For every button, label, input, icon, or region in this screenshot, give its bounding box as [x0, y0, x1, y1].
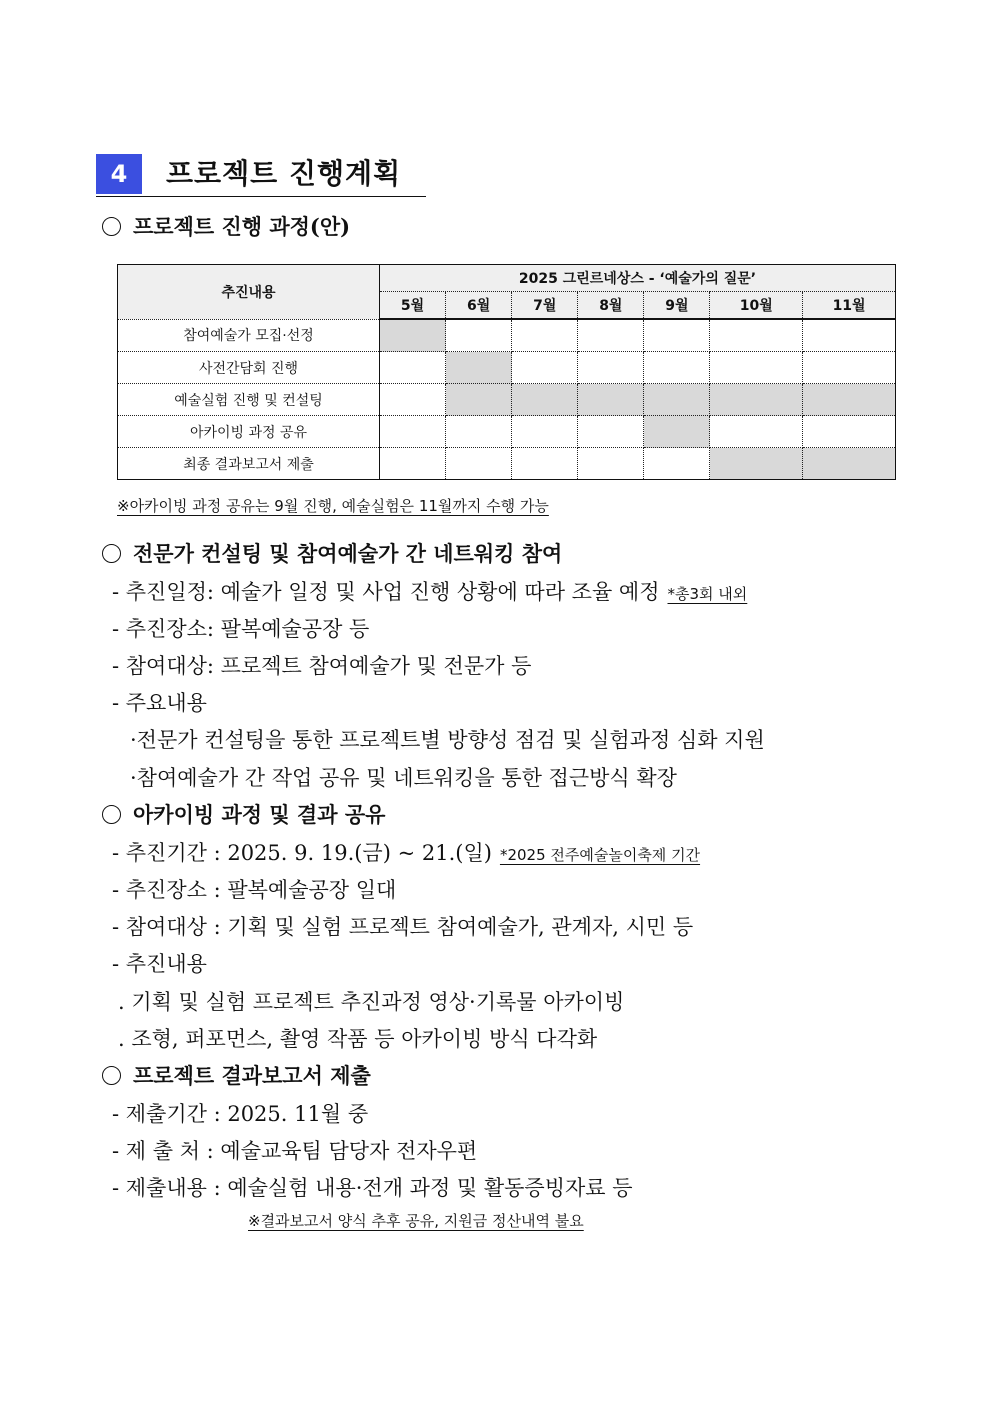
schedule-table	[117, 264, 896, 480]
report-content-line: - 제출내용 : 예술실험 내용·전개 과정 및 활동증빙자료 등	[112, 1176, 633, 1200]
schedule-cell	[644, 448, 710, 480]
table-row	[118, 352, 896, 384]
archiving-content-label: - 추진내용	[112, 952, 207, 976]
circle-bullet-icon	[102, 544, 121, 563]
section-title: 프로젝트 진행계획	[166, 157, 402, 190]
row-label: 참여예술가 모집·선정	[118, 319, 380, 352]
circle-bullet-icon	[102, 805, 121, 824]
consulting-place-line: - 추진장소: 팔복예술공장 등	[112, 617, 370, 641]
month-header: 7월	[512, 292, 578, 320]
schedule-note: ※아카이빙 과정 공유는 9월 진행, 예술실험은 11월까지 수행 가능	[117, 497, 549, 515]
schedule-cell	[803, 352, 896, 384]
schedule-cell-active	[644, 384, 710, 416]
schedule-cell	[512, 448, 578, 480]
month-header: 9월	[644, 292, 710, 320]
schedule-cell-active	[512, 384, 578, 416]
archiving-heading: 아카이빙 과정 및 결과 공유	[102, 799, 385, 829]
month-header: 5월	[380, 292, 446, 320]
schedule-heading: 프로젝트 진행 과정(안)	[102, 211, 350, 241]
schedule-cell-active	[803, 384, 896, 416]
schedule-cell	[578, 416, 644, 448]
report-note: ※결과보고서 양식 추후 공유, 지원금 정산내역 불요	[248, 1212, 584, 1230]
section-number-badge: 4	[96, 154, 142, 194]
row-label: 예술실험 진행 및 컨설팅	[118, 384, 380, 416]
row-label: 최종 결과보고서 제출	[118, 448, 380, 480]
table-label-header: 추진내용	[118, 265, 380, 320]
table-row	[118, 448, 896, 480]
schedule-cell	[578, 319, 644, 352]
schedule-cell	[710, 319, 803, 352]
archiving-period-line: - 추진기간 : 2025. 9. 19.(금) ~ 21.(일) *2025 전주예술놀이축제 기간	[112, 841, 701, 865]
archiving-target-line: - 참여대상 : 기획 및 실험 프로젝트 참여예술가, 관계자, 시민 등	[112, 915, 694, 939]
table-row	[118, 384, 896, 416]
report-period-line: - 제출기간 : 2025. 11월 중	[112, 1102, 369, 1126]
row-label: 사전간담회 진행	[118, 352, 380, 384]
month-header: 6월	[446, 292, 512, 320]
consulting-content-label: - 주요내용	[112, 691, 207, 715]
schedule-cell	[512, 319, 578, 352]
schedule-cell	[644, 352, 710, 384]
archiving-period-note: *2025 전주예술놀이축제 기간	[499, 846, 701, 864]
schedule-cell	[512, 352, 578, 384]
schedule-cell	[380, 448, 446, 480]
schedule-cell	[710, 416, 803, 448]
table-row	[118, 319, 896, 352]
schedule-cell-active	[380, 319, 446, 352]
schedule-cell	[578, 448, 644, 480]
schedule-cell	[446, 416, 512, 448]
schedule-cell-active	[578, 384, 644, 416]
schedule-cell	[803, 319, 896, 352]
month-header: 10월	[710, 292, 803, 320]
schedule-cell-active	[803, 448, 896, 480]
consulting-schedule-line: - 추진일정: 예술가 일정 및 사업 진행 상황에 따라 조율 예정 *총3회 내외	[112, 580, 748, 604]
consulting-target-line: - 참여대상: 프로젝트 참여예술가 및 전문가 등	[112, 654, 532, 678]
table-row	[118, 416, 896, 448]
table-group-header: 2025 그린르네상스 - ‘예술가의 질문’	[380, 265, 896, 292]
archiving-content-item: . 조형, 퍼포먼스, 촬영 작품 등 아카이빙 방식 다각화	[118, 1027, 598, 1051]
schedule-cell	[710, 352, 803, 384]
consulting-heading: 전문가 컨설팅 및 참여예술가 간 네트워킹 참여	[102, 538, 562, 568]
month-header: 11월	[803, 292, 896, 320]
circle-bullet-icon	[102, 1066, 121, 1085]
circle-bullet-icon	[102, 217, 121, 236]
archiving-content-item: . 기획 및 실험 프로젝트 추진과정 영상·기록물 아카이빙	[118, 990, 625, 1014]
table-body	[118, 319, 896, 480]
archiving-place-line: - 추진장소 : 팔복예술공장 일대	[112, 878, 397, 902]
schedule-cell-active	[446, 352, 512, 384]
schedule-cell-active	[710, 448, 803, 480]
schedule-cell-active	[446, 384, 512, 416]
schedule-cell	[446, 319, 512, 352]
schedule-cell	[803, 416, 896, 448]
schedule-cell	[446, 448, 512, 480]
schedule-cell-active	[710, 384, 803, 416]
consulting-schedule-note: *총3회 내외	[667, 585, 748, 603]
schedule-cell	[578, 352, 644, 384]
report-recipient-line: - 제 출 처 : 예술교육팀 담당자 전자우편	[112, 1139, 478, 1163]
section-heading	[96, 154, 426, 197]
month-header: 8월	[578, 292, 644, 320]
schedule-cell	[380, 384, 446, 416]
schedule-cell	[380, 416, 446, 448]
schedule-cell	[380, 352, 446, 384]
report-heading: 프로젝트 결과보고서 제출	[102, 1060, 371, 1090]
consulting-content-item: ·참여예술가 간 작업 공유 및 네트워킹을 통한 접근방식 확장	[130, 766, 677, 790]
row-label: 아카이빙 과정 공유	[118, 416, 380, 448]
consulting-content-item: ·전문가 컨설팅을 통한 프로젝트별 방향성 점검 및 실험과정 심화 지원	[130, 728, 765, 752]
schedule-cell	[644, 319, 710, 352]
schedule-cell-active	[644, 416, 710, 448]
schedule-cell	[512, 416, 578, 448]
